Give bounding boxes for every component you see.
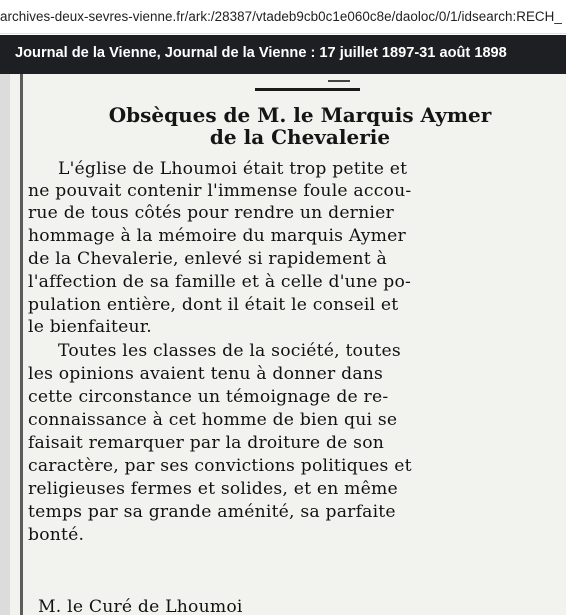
article-line: caractère, par ses convictions politiques et <box>28 456 412 476</box>
article-line: les opinions avaient tenu à donner dans <box>28 364 384 384</box>
separator-rule <box>328 80 350 82</box>
article-line: de la Chevalerie, enlevé si rapidement à <box>28 249 388 269</box>
headline-line: de la Chevalerie <box>209 125 391 149</box>
article-line: le bienfaiteur. <box>28 317 152 337</box>
article-line: bonté. <box>28 525 85 545</box>
article-line: M. le Curé de Lhoumoi <box>38 597 243 615</box>
article-line: ne pouvait contenir l'immense foule accou- <box>28 181 412 201</box>
article-line: L'église de Lhoumoi était trop petite et <box>58 159 408 179</box>
article-line: rue de tous côtés pour rendre un dernier <box>28 203 394 223</box>
newspaper-scan <box>10 74 566 615</box>
article-line: religieuses fermes et solides, et en même <box>28 479 398 499</box>
article-line: Toutes les classes de la société, toutes <box>58 341 401 361</box>
article-line: connaissance à cet homme de bien qui se <box>28 410 398 430</box>
address-bar[interactable] <box>0 0 566 34</box>
document-viewer[interactable] <box>0 74 566 615</box>
article-separator-rule <box>255 88 360 91</box>
article-line: pulation entière, dont il était le conseil et <box>28 295 399 315</box>
article-headline <box>50 104 550 148</box>
article-line: l'affection de sa famille et à celle d'une po- <box>28 272 412 292</box>
article-line: hommage à la mémoire du marquis Aymer <box>28 226 406 246</box>
headline-line: Obsèques de M. le Marquis Aymer <box>108 103 492 127</box>
viewer-header <box>0 35 566 74</box>
article-line: faisait remarquer par la droiture de son <box>28 433 385 453</box>
article-line: cette circonstance un témoignage de re- <box>28 387 389 407</box>
url-text[interactable]: archives-deux-sevres-vienne.fr/ark:/28387/vtadeb9cb0c1e060c8e/daoloc/0/1/idsearch:RECH_ <box>0 9 562 24</box>
column-rule <box>20 74 23 615</box>
document-title: Journal de la Vienne, Journal de la Vienne : 17 juillet 1897-31 août 1898 <box>15 45 507 61</box>
article-line: temps par sa grande aménité, sa parfaite <box>28 502 396 522</box>
